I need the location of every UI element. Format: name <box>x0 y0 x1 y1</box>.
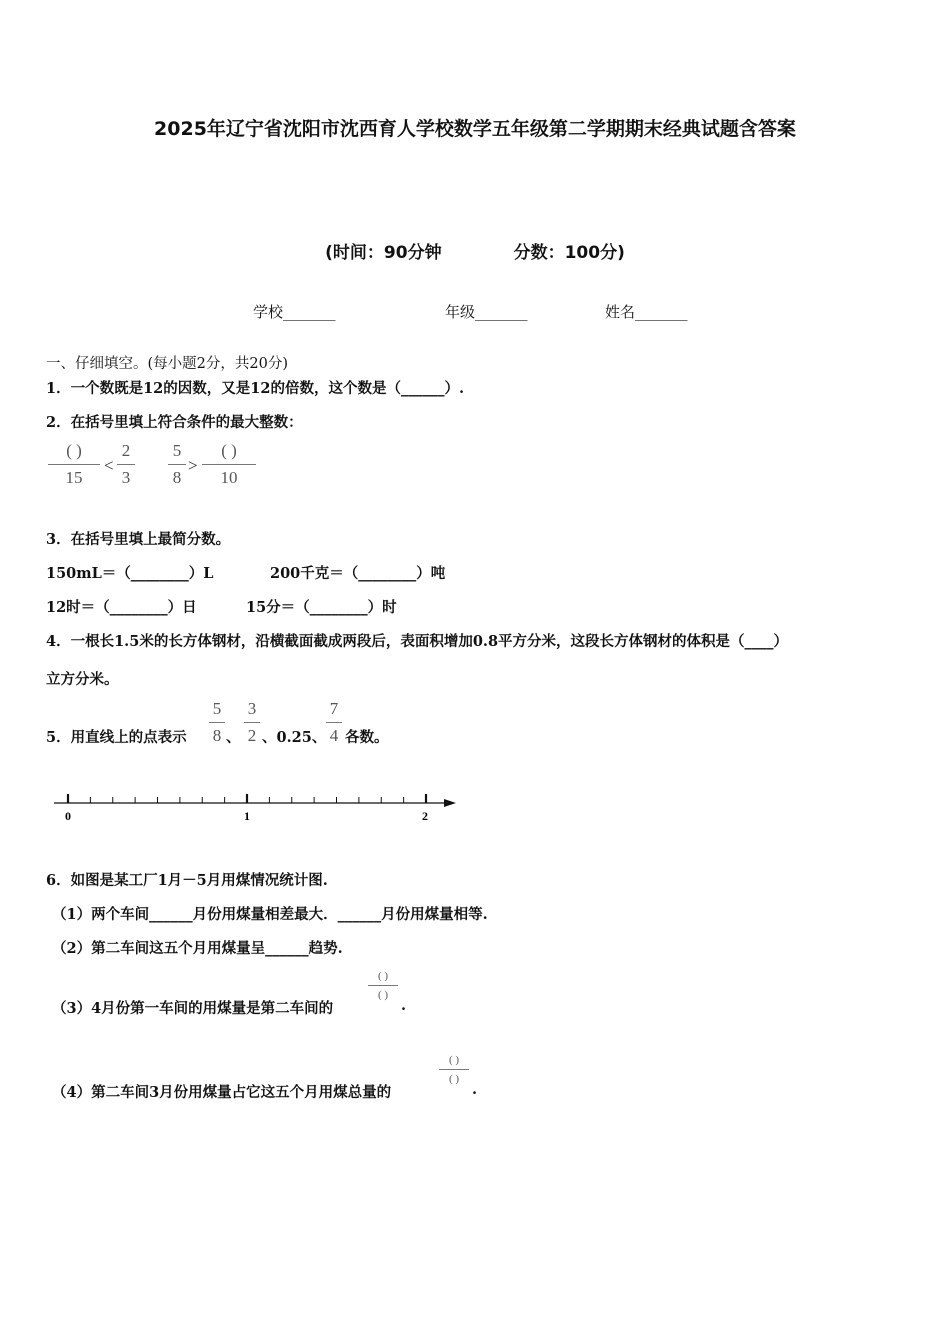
arrow-icon <box>444 799 456 807</box>
fraction-numerator: 3 <box>247 699 257 718</box>
q5-fraction-3 <box>326 699 342 746</box>
q6-part-4-answer-fraction <box>439 1054 469 1085</box>
q2-fraction-1 <box>48 441 100 488</box>
q6-part-3-end: . <box>401 997 407 1014</box>
q3-item-d: 15分＝（________）时 <box>246 599 397 616</box>
fraction-denominator: 8 <box>172 468 182 487</box>
exam-score: 分数：100分) <box>513 243 625 263</box>
q2-fraction-2 <box>117 441 135 488</box>
q6-part-3-answer-fraction <box>368 970 398 1001</box>
school-field: 学校_______ <box>253 303 336 321</box>
fraction-numerator: ( ) <box>66 441 82 460</box>
q6-part-2: （2）第二车间这五个月用煤量呈______趋势. <box>52 940 343 957</box>
fraction-denominator: 15 <box>65 468 83 487</box>
q6-part-4-end: . <box>472 1081 478 1098</box>
fraction-denominator: 4 <box>329 726 339 745</box>
fraction-denominator: ( ) <box>448 1073 460 1085</box>
q3-item-c: 12时＝（________）日 <box>46 599 197 616</box>
q5-middle: 、0.25、 <box>262 729 327 746</box>
fraction-numerator: 5 <box>212 699 222 718</box>
fraction-numerator: 7 <box>329 699 339 718</box>
axis-label-0: 0 <box>65 809 71 823</box>
fraction-denominator: 3 <box>121 468 131 487</box>
exam-time: (时间：90分钟 <box>325 243 442 263</box>
fraction-numerator: ( ) <box>448 1054 460 1066</box>
fraction-denominator: ( ) <box>377 989 389 1001</box>
q5-suffix: 各数。 <box>345 729 389 746</box>
fraction-denominator: 8 <box>212 726 222 745</box>
number-line-ticks <box>68 794 426 803</box>
fraction-denominator: 10 <box>220 468 238 487</box>
exam-info <box>0 238 950 263</box>
question-2: 2．在括号里填上符合条件的最大整数： <box>46 414 303 431</box>
q6-part-3: （3）4月份第一车间的用煤量是第二车间的 <box>52 1000 334 1017</box>
name-field: 姓名_______ <box>605 303 688 321</box>
fraction-numerator: 2 <box>121 441 131 460</box>
document-title: 2025年辽宁省沈阳市沈西育人学校数学五年级第二学期期末经典试题含答案 <box>154 118 796 140</box>
question-1: 1．一个数既是12的因数，又是12的倍数，这个数是（______）. <box>46 380 464 397</box>
q2-fraction-3 <box>168 441 186 488</box>
q5-fraction-1 <box>209 699 225 746</box>
fraction-denominator: 2 <box>247 726 257 745</box>
fraction-numerator: 5 <box>172 441 182 460</box>
q5-separator: 、 <box>226 729 241 746</box>
fraction-numerator: ( ) <box>377 970 389 982</box>
q5-fraction-2 <box>244 699 260 746</box>
question-6: 6．如图是某工厂1月－5月用煤情况统计图. <box>46 872 328 889</box>
question-3: 3．在括号里填上最简分数。 <box>46 531 231 548</box>
fraction-numerator: ( ) <box>221 441 237 460</box>
less-than-sign: < <box>104 456 114 475</box>
question-5: 5．用直线上的点表示 <box>46 729 187 746</box>
section-heading: 一、仔细填空。(每小题2分，共20分) <box>46 356 288 372</box>
axis-label-2: 2 <box>422 809 428 823</box>
q3-item-b: 200千克＝（________）吨 <box>270 565 446 582</box>
grade-field: 年级_______ <box>445 303 528 321</box>
q3-item-a: 150mL＝（________）L <box>46 565 214 582</box>
axis-label-1: 1 <box>244 809 250 823</box>
q2-fraction-4 <box>202 441 256 488</box>
question-4-cont: 立方分米。 <box>46 671 119 688</box>
number-line <box>40 780 470 830</box>
greater-than-sign: > <box>188 456 198 475</box>
question-4: 4．一根长1.5米的长方体钢材，沿横截面截成两段后，表面积增加0.8平方分米，这段长方体钢材的体积是（____） <box>46 633 789 650</box>
q6-part-1: （1）两个车间______月份用煤量相差最大．______月份用煤量相等. <box>52 906 488 923</box>
q6-part-4: （4）第二车间3月份用煤量占它这五个月用煤总量的 <box>52 1084 392 1101</box>
